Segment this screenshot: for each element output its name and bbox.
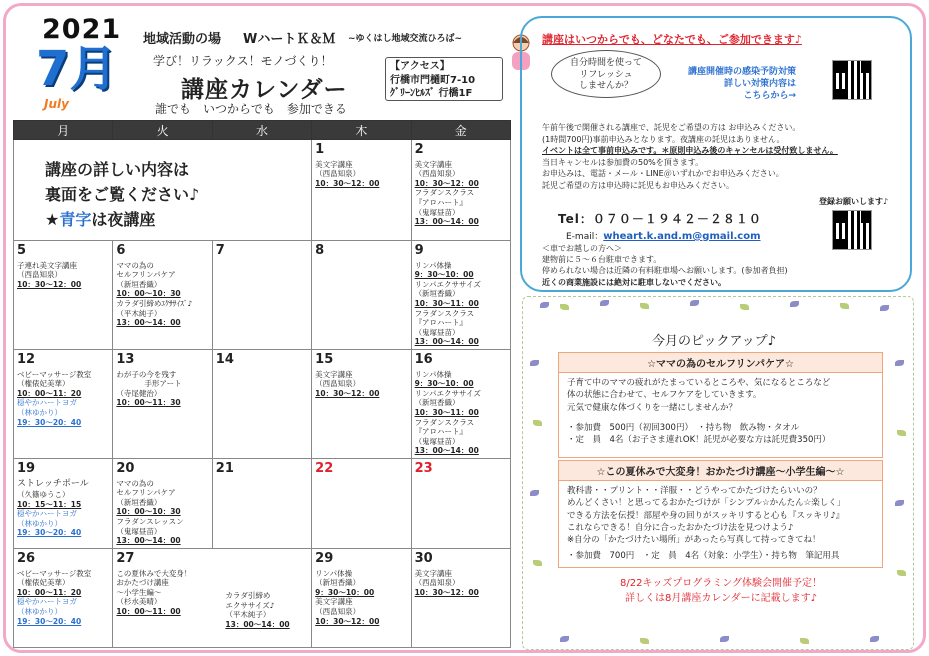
parking-line: 停められない場合は近隣の有料駐車場へお願いします。(参加者負担) [542, 266, 788, 276]
day-cell-15 [312, 349, 411, 458]
bubble-line: リフレッシュ [579, 69, 633, 80]
event-text: （西畠知泉） [414, 578, 460, 588]
info-heading: 講座はいつからでも、どなたでも、ご参加できます♪ [542, 33, 802, 46]
event-text: （平木純子） [116, 308, 162, 318]
catchphrase: 学び！リラックス！モノづくり！ [153, 54, 333, 68]
event-text: 子連れ美文字講座 [17, 260, 77, 270]
day-number: 7 [215, 243, 225, 258]
event-time: 13：00～14：00 [414, 446, 479, 456]
day-cell-20 [113, 458, 212, 548]
day-number: 8 [315, 243, 325, 258]
event-text: リンパ体操 [414, 369, 452, 379]
event-time: 10：00～10：30 [116, 507, 181, 517]
event-text: セルフリンパケア [116, 488, 176, 498]
register-label: 登録お願いします♪ [819, 197, 889, 206]
weekday-fri: 金 [411, 121, 510, 140]
access-building: ｸﾞﾘｰﾝﾋﾙｽﾞ 行橋1F [390, 88, 473, 99]
info-line: 託児ご希望の方は申込時に託児もお申込みください。 [542, 180, 734, 190]
event-text: （鬼塚昼苗） [414, 436, 460, 446]
pickup-fee: ・参加費 700円 ・定 員 4名（対象：小学生）・持ち物 筆記用具 [567, 550, 840, 561]
event-text: （西畠知泉） [414, 169, 460, 179]
event-text: ベビーマッサージ教室 [17, 369, 92, 379]
week-row-2 [14, 241, 511, 350]
event-time: 10：00～11：20 [17, 388, 82, 398]
weekday-thu: 木 [312, 121, 411, 140]
access-address: 行橋市門樋町7-10 [390, 74, 476, 86]
kids-line: 8/22キッズプログラミング体験会開催予定！ [620, 578, 823, 589]
event-time: 10：15～11：15 [17, 499, 82, 509]
event-time: 9：30～10：00 [414, 379, 474, 389]
day-number: 12 [17, 351, 36, 367]
event-time: 13：00～14：00 [414, 217, 479, 227]
event-text: 『アロハート』 [414, 198, 468, 207]
event-time: 10：30～12：00 [414, 178, 479, 188]
event-time: 10：30～11：00 [414, 299, 479, 308]
day-number: 19 [17, 460, 36, 476]
covid-line: こちらから→ [743, 91, 797, 102]
event-text: 美文字講座 [414, 159, 453, 169]
day-number: 29 [315, 550, 334, 566]
day-cell-2 [411, 140, 510, 241]
info-line: お申込みは、電話・メール・LINE＠いずれかでお申込みください。 [542, 169, 784, 179]
event-text: カラダ引締めｴｸｻｻｲｽﾞ♪ [116, 299, 193, 308]
org-line: 地域活動の場 [143, 32, 222, 47]
event-text: （鬼塚昼苗） [414, 327, 460, 337]
email-address[interactable]: wheart.k.and.m@gmail.com [603, 231, 761, 242]
event-text: この夏休みで大変身！ [116, 568, 192, 578]
night-event-text: （林ゆかり） [17, 518, 62, 528]
day-cell-22 [312, 458, 411, 548]
day-cell-29 [312, 548, 411, 647]
pickup-text: 子育て中のママの疲れがたまっているところや、気になるところなど [567, 378, 831, 388]
pickup-text: めんどくさい！と思ってるおかたづけが「シンプル☆かんたん☆楽しく」 [567, 498, 846, 509]
event-text: リンパ体操 [414, 260, 452, 270]
day-cell-13 [113, 349, 212, 458]
subtitle: 誰でも いつからでも 参加できる [155, 102, 347, 116]
day-cell-6 [113, 241, 212, 350]
notice-line: 講座の詳しい内容は [45, 160, 190, 179]
pickup-text: できる方法を伝授！部屋や身の回りがスッキリすると心も『スッキリ♪』 [567, 510, 845, 521]
event-text: （鬼塚昼苗） [116, 526, 162, 536]
day-cell-21 [212, 458, 311, 548]
week-row-5 [14, 548, 511, 647]
day-number: 26 [17, 550, 36, 566]
org-sub: ~ゆくはし地域交流ひろば~ [348, 34, 463, 44]
pickup-box-tidy [558, 460, 883, 568]
event-text: （新垣香織） [116, 497, 162, 507]
day-cell-12 [14, 349, 113, 458]
day-number: 1 [315, 142, 325, 157]
event-text: （西畠知泉） [315, 606, 361, 616]
event-text: （平木純子） [225, 610, 271, 620]
notice-text [45, 158, 260, 232]
event-time: 10：00～11：00 [116, 606, 181, 616]
event-time: 13：00～14：00 [225, 619, 290, 629]
event-time: 10：30～12：00 [315, 616, 380, 626]
event-time: 9：30～10：00 [315, 587, 375, 597]
day-cell-1 [312, 140, 411, 241]
event-time: 10：30～11：00 [414, 407, 479, 417]
event-text: フラダンスクラス [414, 188, 475, 198]
event-text: 美文字講座 [315, 159, 353, 169]
notice-line [45, 208, 260, 233]
day-number: 30 [414, 550, 433, 566]
holiday-day-number: 22 [315, 460, 334, 476]
event-text: （権俵妃美華） [17, 379, 70, 389]
email[interactable] [566, 229, 761, 242]
pickup-text: これならできる！自分に合ったおかたづけ法を見つけよう♪ [567, 522, 794, 533]
email-label: E-mail： [566, 232, 604, 242]
info-line: (1時間700円)事前申込みとなります。夜講座の託児はありません。 [542, 134, 785, 144]
event-text: （新垣香織） [414, 289, 460, 299]
day-number: 13 [116, 351, 135, 367]
holiday-day-number: 23 [414, 460, 433, 476]
day-number: 14 [215, 351, 234, 367]
pickup-box-title: ☆この夏休みで大変身！おかたづけ講座～小学生編～☆ [559, 461, 882, 481]
qr-code-covid[interactable] [832, 60, 872, 100]
event-text: リンパ体操 [315, 568, 353, 578]
day-cell-7 [212, 241, 311, 350]
pickup-text: 元気で健康な体づくりを一緒にしませんか？ [567, 402, 738, 413]
day-number: 5 [17, 243, 27, 258]
event-time: 10：00～11：20 [17, 587, 82, 597]
day-number: 20 [116, 460, 135, 476]
event-time: 10：00～10：30 [116, 289, 181, 299]
event-text: （久篠ゆうこ） [17, 490, 70, 500]
event-time: 10：30～12：00 [17, 279, 82, 289]
event-text: フラダンスクラス [414, 308, 475, 318]
night-event-text: （林ゆかり） [17, 407, 62, 417]
day-cell-8 [312, 241, 411, 350]
night-event-text: 穏やかハートヨガ [17, 509, 77, 519]
parking-line: 建物前に５～６台駐車できます。 [542, 255, 662, 265]
kids-line: 詳しくは8月講座カレンダーに記載します♪ [624, 593, 818, 604]
pickup-title: 今月のピックアップ♪ [652, 334, 776, 349]
access-title: 【アクセス】 [390, 61, 450, 72]
event-text: 『アロハート』 [414, 427, 468, 437]
bubble-line: しませんか？ [578, 81, 633, 92]
day-number: 6 [116, 243, 126, 258]
pickup-box-lymph [558, 352, 883, 458]
covid-line: 講座開催時の感染予防対策 [688, 67, 797, 77]
event-text: おかたづけ講座 [116, 578, 169, 588]
event-text: （杉水美晴） [116, 597, 162, 607]
day-number: 2 [414, 142, 424, 157]
event-text: ～小学生編～ [116, 587, 162, 597]
month-label: 7月 [36, 41, 118, 97]
day-cell-27-28 [113, 548, 312, 647]
night-event-time: 19：30～20：40 [17, 616, 82, 626]
event-text: （寺尾健治） [116, 388, 162, 398]
event-text: （新垣香織） [315, 578, 361, 588]
covid-line: 詳しい対策内容は [724, 79, 797, 90]
event-text: セルフリンパケア [116, 270, 176, 280]
page-title: 講座カレンダー [181, 77, 348, 103]
day-cell-23 [411, 458, 510, 548]
event-time: 10：30～12：00 [414, 587, 479, 597]
month-en-label: July [44, 97, 69, 111]
event-text: フラダンスクラス [414, 417, 475, 427]
weekday-tue: 火 [113, 121, 212, 140]
event-text: カラダ引締め [225, 590, 271, 600]
phone-number[interactable]: Tel：０７０－１９４２－２８１０ [558, 212, 762, 226]
weekday-wed: 水 [212, 121, 311, 140]
pickup-text: ※自分の「かたづけたい場所」があったら写真して持ってきてね！ [567, 535, 821, 546]
event-text: （西畠知泉） [315, 379, 361, 389]
night-event-text: （林ゆかり） [17, 606, 62, 616]
event-text: リンパエクササイズ [414, 388, 481, 398]
event-text: ベビーマッサージ教室 [17, 568, 92, 578]
event-text: ママの為の [116, 260, 154, 270]
day-number: 15 [315, 351, 334, 367]
day-cell-9 [411, 241, 510, 350]
event-time: 13：00～14：00 [414, 337, 479, 347]
event-text: 美文字講座 [315, 369, 353, 379]
event-text: （鬼塚昼苗） [414, 207, 460, 217]
event-time: 10：30～12：00 [315, 178, 380, 188]
event-time: 10：30～12：00 [315, 388, 380, 398]
event-text: （新垣香織） [414, 398, 460, 408]
day-number: 9 [414, 243, 424, 258]
bubble-line: 自分時間を使って [569, 58, 642, 68]
day-cell-16 [411, 349, 510, 458]
pickup-fee: ・参加費 500円（初回300円） ・持ち物 飲み物・タオル [567, 422, 800, 433]
side-event [225, 591, 289, 629]
notice-tail: は夜講座 [91, 209, 156, 229]
event-text: リンパエクササイズ [414, 279, 481, 289]
info-line: 午前午後で開催される講座で、託児をご希望の方は お申込みください。 [542, 123, 801, 132]
event-text: わが子の今を残す [116, 369, 177, 379]
event-text: （西畠知泉） [315, 169, 361, 179]
event-time: 9：30～10：00 [414, 270, 474, 280]
night-event-text: 穏やかハートヨガ [17, 597, 77, 607]
info-line-important: イベントは全て事前申込みです。＊原則申込み後のキャンセルは受付致しません。 [542, 146, 838, 156]
info-text [542, 122, 904, 192]
event-text: ストレッチポール [17, 478, 89, 489]
weekday-mon: 月 [14, 121, 113, 140]
day-number: 27 [116, 550, 135, 566]
night-event-text: 穏やかハートヨガ [17, 398, 77, 408]
notice-line: 裏面をご覧ください♪ [45, 184, 200, 204]
speech-bubble [551, 50, 661, 98]
event-time: 13：00～14：00 [116, 318, 181, 328]
event-time: 13：00～14：00 [116, 536, 181, 546]
covid-notice[interactable] [688, 66, 796, 102]
event-text: フラダンスレッスン [116, 516, 184, 526]
week-row-3 [14, 349, 511, 458]
night-event-time: 19：30～20：40 [17, 417, 82, 427]
access-box [385, 57, 503, 101]
year-label: 2021 [42, 14, 122, 45]
info-line: 当日キャンセルは参加費の50%を頂きます。 [542, 157, 704, 167]
pickup-text: 体の状態に合わせて、セルフケアをしていきます。 [567, 390, 762, 401]
day-cell-5 [14, 241, 113, 350]
event-text: 美文字講座 [414, 568, 453, 578]
pickup-box-body [559, 481, 882, 566]
event-text: （西畠知泉） [17, 270, 62, 280]
event-text: 手形アート [144, 379, 182, 389]
event-text: 『アロハート』 [414, 318, 468, 328]
parking-warning: 近くの商業施設には絶対に駐車しないでください。 [542, 277, 726, 287]
event-text: 美文字講座 [315, 597, 353, 607]
day-number: 16 [414, 351, 433, 367]
event-text: エクササイズ♪ [225, 600, 275, 610]
pickup-text: 教科書・・プリント・・洋服・・どうやってかたづけたらいいの？ [567, 486, 822, 496]
parking-line: ＜車でお越しの方へ＞ [542, 244, 622, 253]
day-cell-26 [14, 548, 113, 647]
event-time: 10：00～11：30 [116, 398, 181, 408]
event-text: （権俵妃美華） [17, 578, 70, 588]
day-cell-14 [212, 349, 311, 458]
parking-info [542, 243, 882, 288]
event-text: ママの為の [116, 478, 154, 488]
night-event-time: 19：30～20：40 [17, 528, 82, 538]
week-row-4 [14, 458, 511, 548]
pickup-capacity: ・定 員 4名（お子さま連れOK！託児が必要な方は託児費350円） [567, 435, 831, 446]
star-mark: ★ [45, 209, 60, 229]
day-cell-19 [14, 458, 113, 548]
weekday-header [14, 121, 511, 140]
org-name: WハートＫ＆Ｍ [243, 32, 336, 47]
pickup-box-title: ☆ママの為のセルフリンパケア☆ [559, 353, 882, 373]
pickup-box-body [559, 373, 882, 451]
day-number: 21 [215, 460, 234, 476]
day-cell-30 [411, 548, 510, 647]
kids-event-notice [620, 576, 822, 606]
event-text: （新垣香織） [116, 279, 162, 289]
blue-word: 青字 [59, 209, 92, 229]
